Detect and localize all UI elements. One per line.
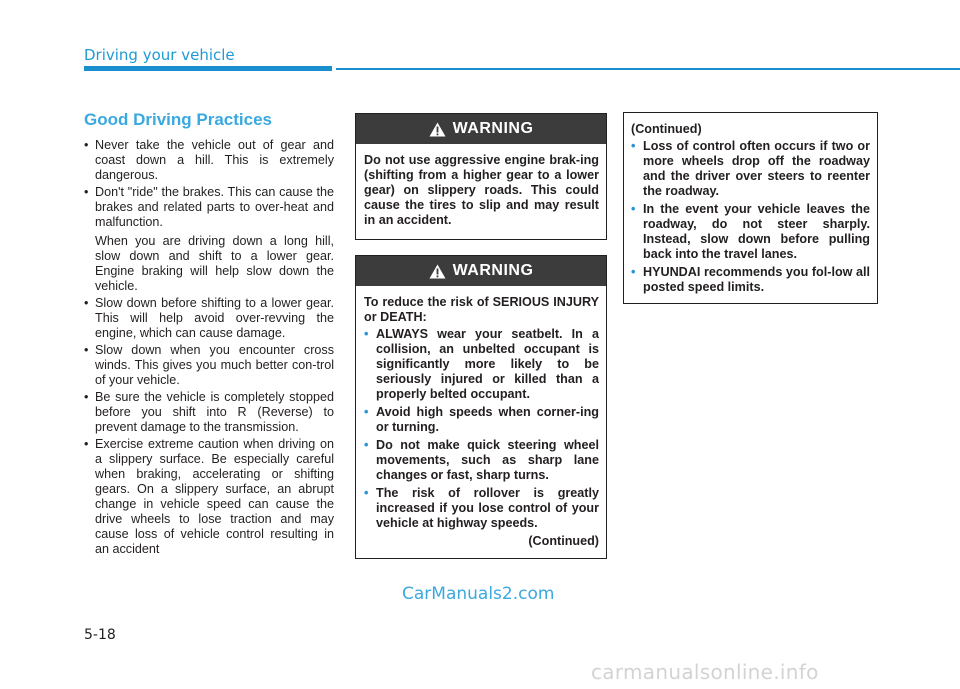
warning-triangle-icon [429, 264, 446, 279]
warning-continued-box [623, 112, 878, 304]
header-rule [336, 68, 960, 70]
continued-label: (Continued) [528, 534, 599, 548]
continued-heading: (Continued) [631, 122, 702, 136]
list-item: • Avoid high speeds when corner-ing or turning. [364, 405, 599, 434]
warning-label: WARNING [452, 262, 534, 279]
list-item: • The risk of rollover is greatly increased if you lose control of your vehicle at highway speeds. [364, 486, 599, 530]
section-header: Driving your vehicle [84, 46, 235, 64]
header-accent-bar [84, 66, 332, 71]
carmanuals-watermark: CarManuals2.com [402, 584, 555, 604]
warning-text: Do not use aggressive engine brak-ing (shifting from a higher gear to a lower gear) on slippery roads. This could cause the tires to slip and may result in an accident. [364, 153, 599, 227]
warning-header [356, 114, 606, 144]
warning-box-engine-braking [355, 113, 607, 240]
good-driving-column [84, 110, 334, 559]
warning-list [364, 327, 599, 531]
list-item-note: When you are driving down a long hill, slow down and shift to a lower gear. Engine braking will help slow down the vehicle. [95, 234, 334, 293]
warning-box-serious-injury [355, 255, 607, 559]
list-item: • Do not make quick steering wheel movements, such as sharp lane changes or fast, sharp turns. [364, 438, 599, 482]
list-item: • Never take the vehicle out of gear and coast down a hill. This is extremely dangerous. [84, 138, 334, 182]
list-item: • In the event your vehicle leaves the roadway, do not steer sharply. Instead, slow down before pulling back into the travel lanes. [631, 202, 870, 261]
warning-triangle-icon [429, 122, 446, 137]
warning-intro: To reduce the risk of SERIOUS INJURY or DEATH: [364, 295, 599, 324]
continued-list [631, 139, 870, 295]
list-item: • HYUNDAI recommends you fol-low all posted speed limits. [631, 265, 870, 294]
list-item: • Slow down before shifting to a lower gear. This will help avoid over-revving the engine, which can cause damage. [84, 296, 334, 340]
list-item: • Don't "ride" the brakes. This can cause the brakes and related parts to over-heat and malfunction. When you are driving down a long hill, slow down and shift to a lower gear. Engine braking will help slow down the vehicle. [84, 185, 334, 293]
footer-watermark: carmanualsonline.info [591, 660, 819, 684]
list-item: • Slow down when you encounter cross winds. This gives you much better con-trol of your vehicle. [84, 343, 334, 387]
list-item: • Exercise extreme caution when driving on a slippery surface. Be especially careful when braking, accelerating or shifting gears. On a slippery surface, an abrupt change in vehicle speed can cause the drive wheels to lose traction and may cause loss of vehicle control resulting in an accident [84, 437, 334, 556]
list-item: • Loss of control often occurs if two or more wheels drop off the roadway and the driver over steers to reenter the roadway. [631, 139, 870, 198]
list-item: • ALWAYS wear your seatbelt. In a collision, an unbelted occupant is significantly more likely to be seriously injured or killed than a properly belted occupant. [364, 327, 599, 401]
practices-list [84, 138, 334, 557]
page-title: Good Driving Practices [84, 110, 272, 129]
warning-header [356, 256, 606, 286]
list-item: • Be sure the vehicle is completely stopped before you shift into R (Reverse) to prevent damage to the transmission. [84, 390, 334, 434]
page-number: 5-18 [84, 627, 116, 643]
warning-label: WARNING [452, 120, 534, 137]
